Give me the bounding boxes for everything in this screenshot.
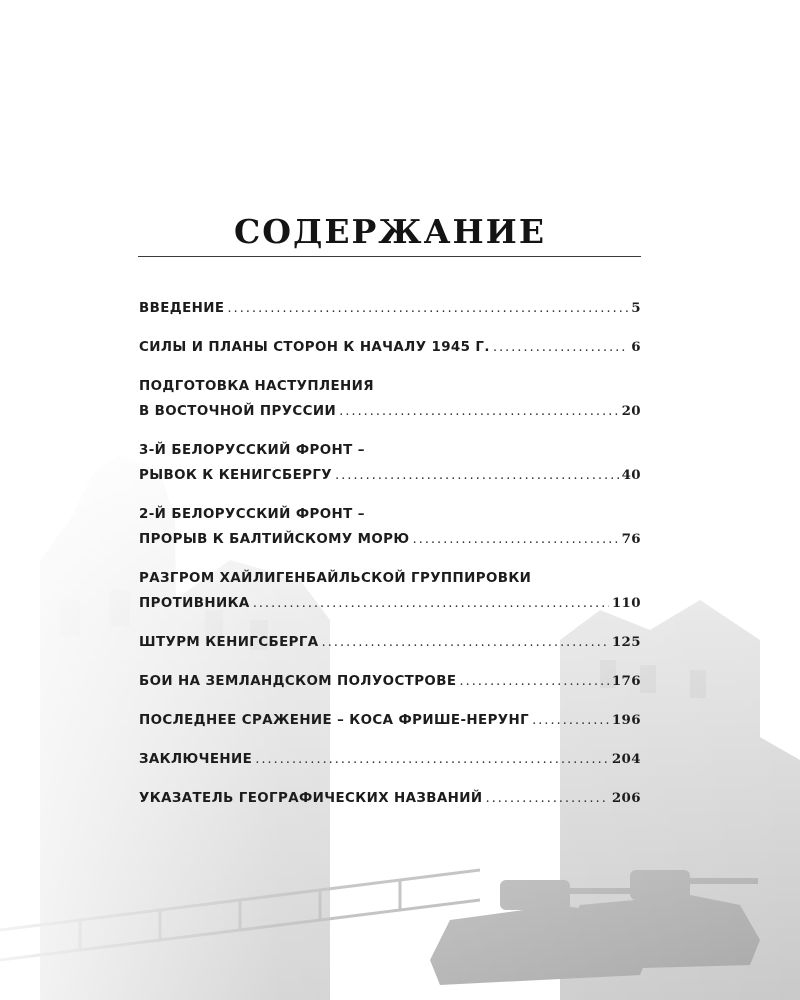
dot-leader <box>532 708 609 733</box>
toc-page-number: 5 <box>631 300 641 316</box>
toc-page-number: 20 <box>621 403 641 419</box>
toc-entry-row <box>139 630 641 655</box>
toc-entry-title: ПРОТИВНИКА <box>139 596 250 611</box>
dot-leader <box>227 296 628 321</box>
toc-entry-row <box>139 463 641 488</box>
toc-entry[interactable] <box>139 747 641 772</box>
toc-entry[interactable] <box>139 438 641 488</box>
toc-page-number: 125 <box>611 634 641 650</box>
dot-leader <box>485 786 608 811</box>
toc-entry-title: ШТУРМ КЕНИГСБЕРГА <box>139 635 319 650</box>
toc-entry[interactable] <box>139 374 641 424</box>
dot-leader <box>322 630 609 655</box>
dot-leader <box>335 463 619 488</box>
toc-entry-row <box>139 708 641 733</box>
toc-entry[interactable] <box>139 296 641 321</box>
toc-entry[interactable] <box>139 708 641 733</box>
dot-leader <box>253 591 609 616</box>
toc-entry-title: СИЛЫ И ПЛАНЫ СТОРОН К НАЧАЛУ 1945 Г. <box>139 340 490 355</box>
toc-entry[interactable] <box>139 786 641 811</box>
toc-entry-title-line: 2-Й БЕЛОРУССКИЙ ФРОНТ – <box>139 507 365 522</box>
toc-entry-title: ПОСЛЕДНЕЕ СРАЖЕНИЕ – КОСА ФРИШЕ-НЕРУНГ <box>139 713 530 728</box>
dot-leader <box>413 527 619 552</box>
toc-entry-title-line: 3-Й БЕЛОРУССКИЙ ФРОНТ – <box>139 443 365 458</box>
toc-entry-row <box>139 296 641 321</box>
toc-entry-title: ЗАКЛЮЧЕНИЕ <box>139 752 253 767</box>
toc-entry-title: ВВЕДЕНИЕ <box>139 301 225 316</box>
toc-page-number: 40 <box>621 467 641 483</box>
toc-entry-row <box>139 669 641 694</box>
toc-entry-row <box>139 399 641 424</box>
toc-page-number: 206 <box>611 790 641 806</box>
dot-leader <box>339 399 618 424</box>
toc-entry-title-line: РАЗГРОМ ХАЙЛИГЕНБАЙЛЬСКОЙ ГРУППИРОВКИ <box>139 571 532 586</box>
dot-leader <box>459 669 608 694</box>
toc-entry-row <box>139 747 641 772</box>
toc-entry-row <box>139 786 641 811</box>
toc-entry-title: РЫВОК К КЕНИГСБЕРГУ <box>139 468 332 483</box>
dot-leader <box>493 335 628 360</box>
toc-page-number: 6 <box>631 339 641 355</box>
title-divider <box>138 256 641 257</box>
toc-entry-title-line: ПОДГОТОВКА НАСТУПЛЕНИЯ <box>139 379 374 394</box>
toc-entry-row <box>139 591 641 616</box>
toc-page-number: 204 <box>611 751 641 767</box>
toc-entry[interactable] <box>139 502 641 552</box>
table-of-contents <box>139 296 641 825</box>
toc-entry[interactable] <box>139 669 641 694</box>
toc-entry-title: В ВОСТОЧНОЙ ПРУССИИ <box>139 404 337 419</box>
toc-entry[interactable] <box>139 630 641 655</box>
toc-entry-title: БОИ НА ЗЕМЛАНДСКОМ ПОЛУОСТРОВЕ <box>139 674 457 689</box>
toc-page-number: 76 <box>621 531 641 547</box>
dot-leader <box>255 747 609 772</box>
page-title: СОДЕРЖАНИЕ <box>233 212 546 251</box>
toc-page-number: 196 <box>611 712 641 728</box>
toc-page-number: 110 <box>611 595 641 611</box>
toc-page-number: 176 <box>611 673 641 689</box>
toc-entry-row <box>139 527 641 552</box>
toc-entry-title: УКАЗАТЕЛЬ ГЕОГРАФИЧЕСКИХ НАЗВАНИЙ <box>139 791 483 806</box>
toc-entry-title: ПРОРЫВ К БАЛТИЙСКОМУ МОРЮ <box>139 532 410 547</box>
toc-entry[interactable] <box>139 566 641 616</box>
toc-entry-row <box>139 335 641 360</box>
toc-entry[interactable] <box>139 335 641 360</box>
